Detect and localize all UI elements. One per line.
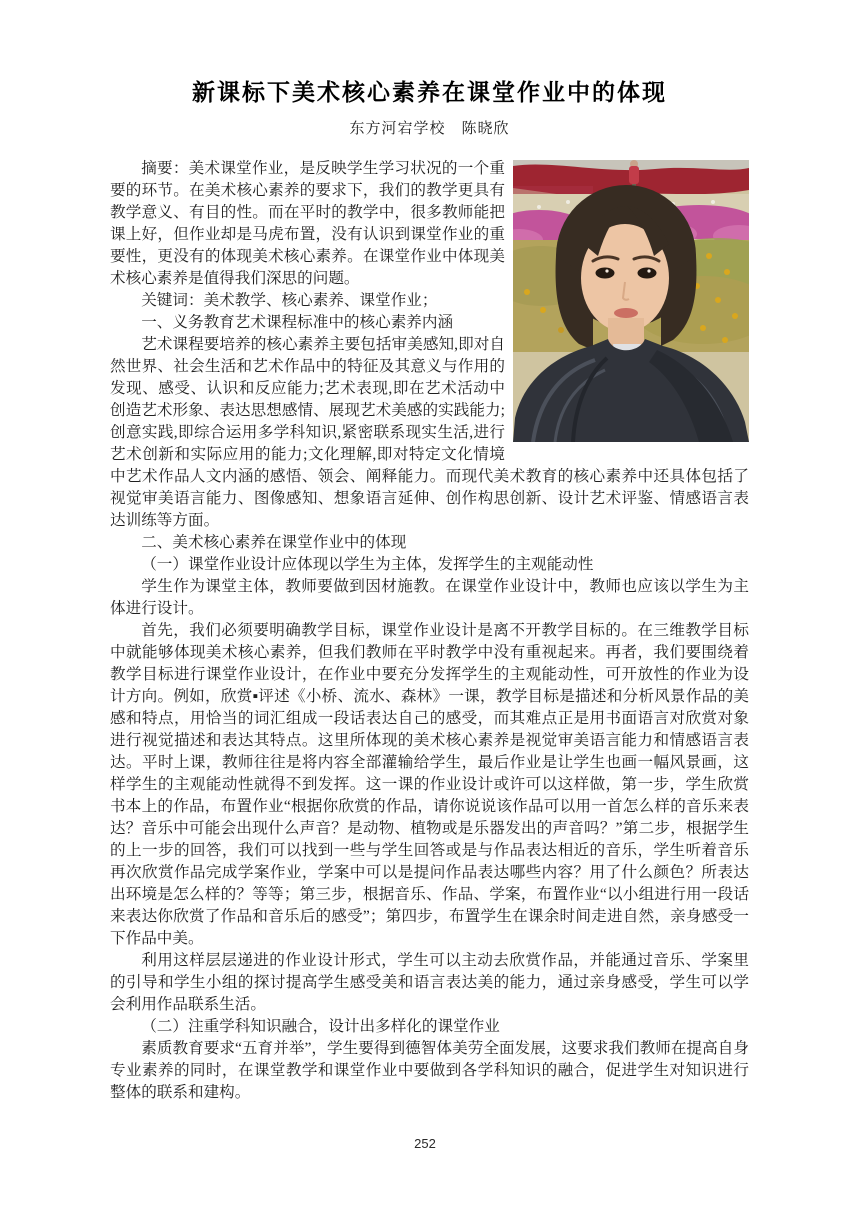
abstract-paragraph: 摘要：美术课堂作业，是反映学生学习状况的一个重要的环节。在美术核心素养的要求下，我们的教学更具有教学意义、有目的性。而在平时的教学中，很多教师能把课上好，但作业却是马虎布置，没有认识到课堂作业的重要性，更没有的体现美术核心素养。在课堂作业中体现美术核心素养是值得我们深思的问题。	[110, 160, 505, 287]
section-2-1-paragraph-3: 利用这样层层递进的作业设计形式，学生可以主动去欣赏作品，并能通过音乐、学案里的引导和学生小组的探讨提高学生感受美和语言表达美的能力，通过亲身感受，学生可以学会利用作品联系生活。	[110, 952, 749, 1013]
page-number: 252	[414, 1136, 436, 1151]
article-body	[110, 158, 749, 1104]
page-title: 新课标下美术核心素养在课堂作业中的体现	[192, 80, 667, 105]
section-2-1-paragraph-1: 学生作为课堂主体，教师要做到因材施教。在课堂作业设计中，教师也应该以学生为主体进行设计。	[110, 578, 749, 617]
section-2-2-heading: （二）注重学科知识融合，设计出多样化的课堂作业	[141, 1018, 500, 1035]
section-2-1-heading: （一）课堂作业设计应体现以学生为主体，发挥学生的主观能动性	[141, 556, 594, 573]
author-line: 东方河宕学校 陈晓欣	[349, 121, 510, 137]
section-1-paragraph: 艺术课程要培养的核心素养主要包括审美感知,即对自然世界、社会生活和艺术作品中的特征及其意义与作用的发现、感受、认识和反应能力;艺术表现,即在艺术活动中创造艺术形象、表达思想感情、展现艺术美感的实践能力;创意实践,即综合运用多学科知识,紧密联系现实生活,进行艺术创新和实际应用的能力;文化理解,即对特定文化情境中艺术作品人文内涵的感悟、领会、阐释能力。而现代美术教育的核心素养中还具体包括了视觉审美语言能力、图像感知、想象语言延伸、创作构思创新、设计艺术评鉴、情感语言表达训练等方面。	[110, 336, 749, 529]
section-2-heading: 二、美术核心素养在课堂作业中的体现	[141, 534, 407, 551]
section-2-2-paragraph-1: 素质教育要求“五育并举”，学生要得到德智体美劳全面发展，这要求我们教师在提高自身专业素养的同时，在课堂教学和课堂作业中要做到各学科知识的融合，促进学生对知识进行整体的联系和建构。	[110, 1040, 749, 1101]
author-photo-illustration	[513, 160, 749, 442]
section-2-1-paragraph-2: 首先，我们必须要明确教学目标，课堂作业设计是离不开教学目标的。在三维教学目标中就能够体现美术核心素养，但我们教师在平时教学中没有重视起来。再者，我们要围绕着教学目标进行课堂作业设计，在作业中要充分发挥学生的主观能动性，可开放性的作业为设计方向。例如，欣赏▪评述《小桥、流水、森林》一课，教学目标是描述和分析风景作品的美感和特点，用恰当的词汇组成一段话表达自己的感受，而其难点正是用书面语言对欣赏对象进行视觉描述和表达其特点。这里所体现的美术核心素养是视觉审美语言能力和情感语言表达。平时上课，教师往往是将内容全部灌输给学生，最后作业是让学生也画一幅风景画，这样学生的主观能动性就得不到发挥。这一课的作业设计或许可以这样做，第一步，学生欣赏书本上的作品，布置作业“根据你欣赏的作品，请你说说该作品可以用一首怎么样的音乐来表达？音乐中可能会出现什么声音？是动物、植物或是乐器发出的声音吗？”第二步，根据学生的上一步的回答，我们可以找到一些与学生回答或是与作品表达相近的音乐，学生听着音乐再次欣赏作品完成学案作业，学案中可以是提问作品表达哪些内容？用了什么颜色？所表达出环境是怎么样的？等等；第三步，根据音乐、作品、学案，布置作业“以小组进行用一段话来表达你欣赏了作品和音乐后的感受”；第四步，布置学生在课余时间走进自然，亲身感受一下作品中美。	[110, 622, 749, 947]
keywords-line: 关键词：美术教学、核心素养、课堂作业；	[141, 292, 438, 309]
section-1-heading: 一、义务教育艺术课程标准中的核心素养内涵	[141, 314, 454, 331]
author-photo	[513, 160, 749, 442]
